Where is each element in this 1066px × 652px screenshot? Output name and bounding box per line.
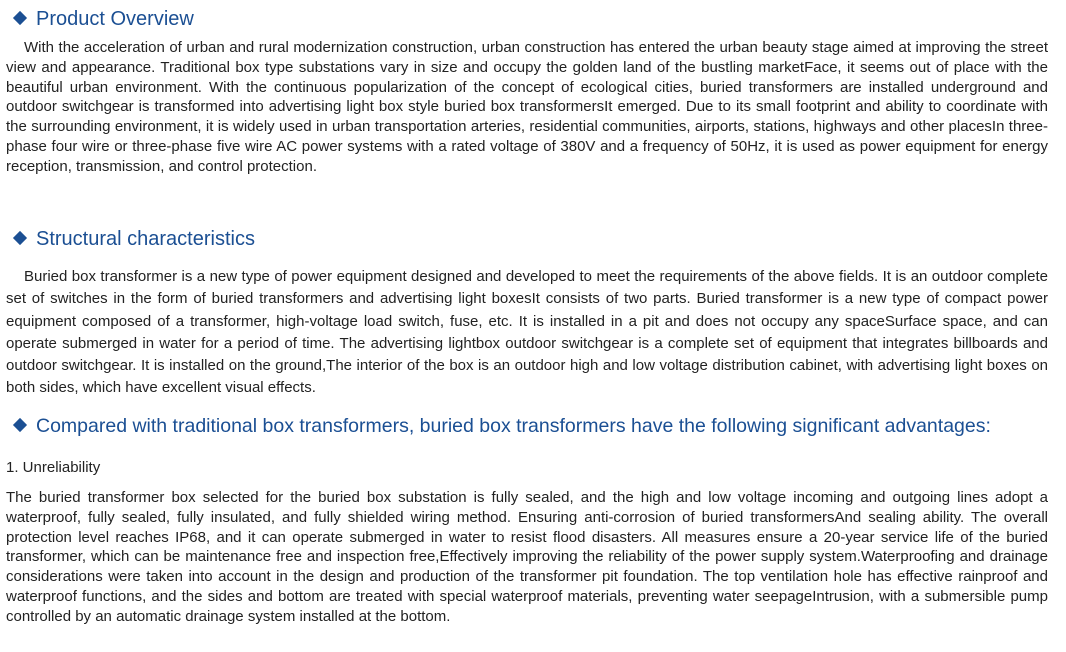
section-heading-advantages: [12, 414, 991, 438]
diamond-bullet-icon: [13, 231, 27, 245]
heading-text: Compared with traditional box transformers, buried box transformers have the following significant advantages:: [36, 415, 991, 437]
structural-characteristics-paragraph: Buried box transformer is a new type of power equipment designed and developed to meet the requirements of the above fields. It is an outdoor complete set of switches in the form of buried transformers and advertising light boxesIt consists of two parts. Buried transformer is a new type of compact power equipment composed of a transformer, high-voltage load switch, fuse, etc. It is installed in a pit and does not occupy any spaceSurface space, and can operate submerged in water for a period of time. The advertising lightbox outdoor switchgear is a complete set of equipment that integrates billboards and outdoor switchgear. It is installed on the ground,The interior of the box is an outdoor high and low voltage distribution cabinet, with advertising light boxes on both sides, which have excellent visual effects.: [6, 268, 1048, 397]
heading-text: Product Overview: [36, 8, 194, 30]
advantage-item-paragraph: The buried transformer box selected for the buried box substation is fully sealed, and the high and low voltage incoming and outgoing lines adopt a waterproof, fully sealed, fully insulated, and fully shielded wiring method. Ensuring anti-corrosion of buried transformersAnd sealing ability. The overall protection level reaches IP68, and it can operate submerged in water to resist flood disasters. All measures ensure a 20-year service life of the buried transformer, which can be maintenance free and inspection free,Effectively improving the reliability of the power supply system.Waterproofing and drainage considerations were taken into account in the design and production of the transformer pit foundation. The top ventilation hole has effective rainproof and waterproof functions, and the sides and bottom are treated with special waterproof materials, preventing water seepageIntrusion, with a submersible pump controlled by an automatic drainage system installed at the bottom.: [6, 489, 1048, 625]
diamond-bullet-icon: [13, 11, 27, 25]
section-heading-structural-characteristics: [12, 227, 255, 251]
product-overview-paragraph: With the acceleration of urban and rural modernization construction, urban construction has entered the urban beauty stage aimed at improving the street view and appearance. Traditional box type substations vary in size and occupy the golden land of the bustling marketFace, it seems out of place with the beautiful urban environment. With the continuous popularization of the concept of ecological cities, buried transformers are installed underground and outdoor switchgear is transformed into advertising light box style buried box transformersIt emerged. Due to its small footprint and ability to coordinate with the surrounding environment, it is widely used in urban transportation arteries, residential communities, airports, stations, highways and other placesIn three-phase four wire or three-phase five wire AC power systems with a rated voltage of 380V and a frequency of 50Hz, it is used as power equipment for energy reception, transmission, and control protection.: [6, 39, 1048, 175]
heading-text: Structural characteristics: [36, 228, 255, 250]
section-heading-product-overview: [12, 7, 194, 31]
advantage-item-label: 1. Unreliability: [6, 459, 101, 476]
diamond-bullet-icon: [13, 418, 27, 432]
